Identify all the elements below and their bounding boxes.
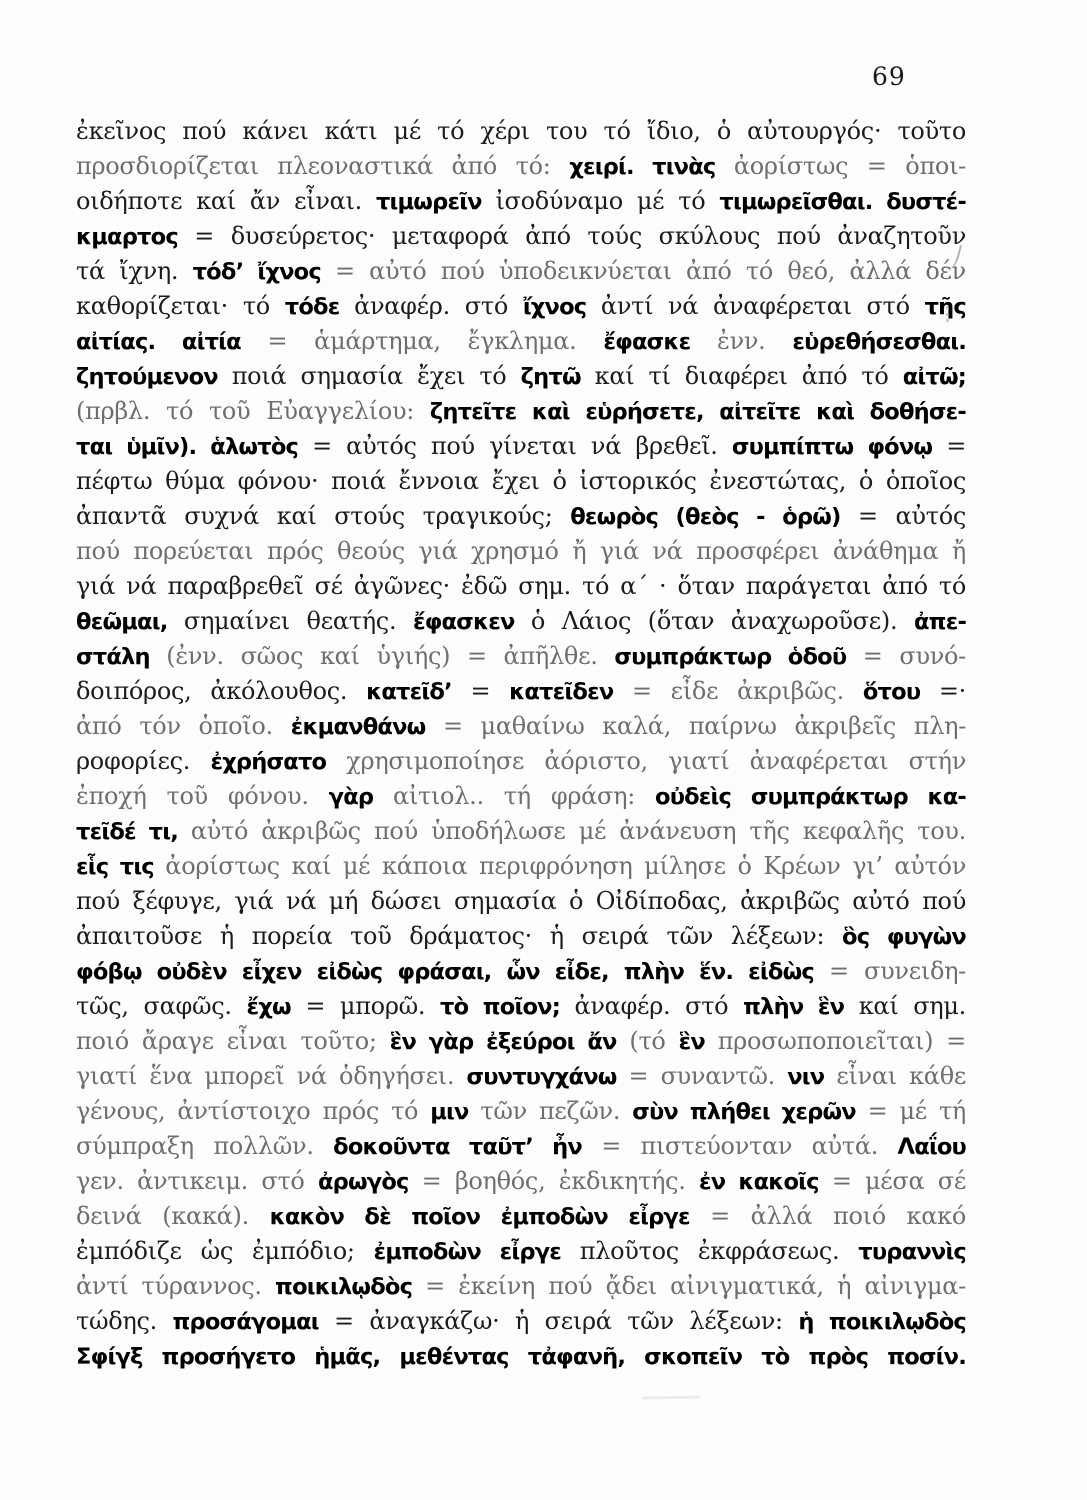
gloss-text: = ἀλλά ποιό κακό xyxy=(710,1202,966,1230)
text-line xyxy=(76,884,966,919)
lemma-term: ζητεῖτε καὶ εὑρήσετε, αἰτεῖτε καὶ δοθήσε- xyxy=(429,399,966,425)
gloss-text: χρησιμοποίησε ἀόριστο, γιατί ἀναφέρεται στήν xyxy=(346,747,966,775)
lemma-term: ζητούμενον xyxy=(76,364,232,390)
text-line xyxy=(76,1094,966,1129)
text-line xyxy=(76,744,966,779)
text-line xyxy=(76,219,966,254)
lemma-term: αἰτῶ; xyxy=(902,364,966,390)
gloss-text: = μέσα σέ xyxy=(831,1167,966,1195)
lemma-term: ζητῶ xyxy=(520,364,595,390)
gloss-text: (τό xyxy=(629,1027,679,1055)
gloss-text: πέφτω θύμα φόνου· ποιά ἔννοια ἔχει ὁ ἱστορικός ἐνεστώτας, ὁ ὁποῖος xyxy=(76,467,966,495)
text-line xyxy=(76,919,966,954)
text-line xyxy=(76,569,966,604)
lemma-term: κμαρτος xyxy=(76,224,195,250)
lemma-term: ἓν γὰρ ἐξεύροι ἄν xyxy=(389,1029,630,1055)
gloss-text: καθορίζεται· τό xyxy=(76,292,285,320)
text-line xyxy=(76,114,966,149)
gloss-text: = ἁμάρτημα, ἔγκλημα. xyxy=(267,327,604,355)
lemma-term: ἡ ποικιλῳδὸς xyxy=(798,1309,966,1335)
text-line xyxy=(76,954,966,989)
page-number: 69 xyxy=(872,62,906,91)
gloss-text: ροφορίες. xyxy=(76,747,211,775)
gloss-text: = μπορῶ. xyxy=(305,992,440,1020)
lemma-term: στάλη xyxy=(76,644,167,670)
text-line xyxy=(76,1059,966,1094)
lemma-term: ἔφασκε xyxy=(603,329,717,355)
gloss-text: προσωποποιεῖται) = xyxy=(717,1027,966,1055)
text-line xyxy=(76,709,966,744)
gloss-text: = δυσεύρετος· μεταφορά ἀπό τούς σκύλους πού ἀναζητοῦν xyxy=(194,222,966,250)
text-line xyxy=(76,1269,966,1304)
text-line xyxy=(76,604,966,639)
gloss-text: = αὐτός πού γίνεται νά βρεθεῖ. xyxy=(312,432,732,460)
gloss-text: = πιστεύονταν αὐτά. xyxy=(601,1132,898,1160)
lemma-term: ἐχρήσατο xyxy=(210,749,347,775)
lemma-term: κατεῖδ’ xyxy=(366,679,471,705)
text-line xyxy=(76,1234,966,1269)
gloss-text: =· xyxy=(938,677,966,705)
lemma-term: πλὴν ἓν xyxy=(743,994,859,1020)
gloss-text: προσδιορίζεται πλεοναστικά ἀπό τό: xyxy=(76,152,570,180)
lemma-term: αἰτίας. αἰτία xyxy=(76,329,268,355)
text-line xyxy=(76,324,966,359)
text-line xyxy=(76,639,966,674)
lemma-term: τῆς xyxy=(924,294,966,320)
gloss-text: ἀπαιτοῦσε ἡ πορεία τοῦ δράματος· ἡ σειρά τῶν λέξεων: xyxy=(76,922,843,950)
gloss-text: καί σημ. xyxy=(858,992,966,1020)
gloss-text: πού πορεύεται πρός θεούς γιά χρησμό ἤ γιά νά προσφέρει ἀνάθημα ἤ xyxy=(76,537,966,565)
gloss-text: = μαθαίνω καλά, παίρνω ἀκριβεῖς πλη- xyxy=(442,712,966,740)
lemma-term: οὐδεὶς συμπράκτωρ κα- xyxy=(655,784,966,810)
gloss-text: = εἶδε ἀκριβῶς. xyxy=(631,677,863,705)
gloss-text: ἐνν. xyxy=(717,327,793,355)
gloss-text: αἰτιολ.. τή φράση: xyxy=(392,782,655,810)
lemma-term: ἔφασκεν xyxy=(412,609,531,635)
gloss-text: = αὐτό πού ὑποδεικνύεται ἀπό τό θεό, ἀλλά δέν xyxy=(334,257,966,285)
gloss-text: δεινά (κακά). xyxy=(76,1202,270,1230)
gloss-text: ἀναφέρ. στό xyxy=(354,292,523,320)
gloss-text: ἀντί τύραννος. xyxy=(76,1272,276,1300)
lemma-term: τιμωρεῖν xyxy=(375,189,496,215)
lemma-term: ἴχνος xyxy=(522,294,601,320)
lemma-term: σὺν πλήθει χερῶν xyxy=(632,1099,868,1125)
lemma-term: θεῶμαι, xyxy=(76,609,184,635)
lemma-term: μιν xyxy=(430,1099,481,1125)
text-line xyxy=(76,464,966,499)
lemma-term: ἐν κακοῖς xyxy=(698,1169,832,1195)
gloss-text: ἐποχή τοῦ φόνου. xyxy=(76,782,329,810)
lemma-term: τὸ ποῖον; xyxy=(440,994,575,1020)
gloss-text: (πρβλ. τό τοῦ Εὐαγγελίου: xyxy=(76,397,430,425)
lemma-term: χειρί. τινὰς xyxy=(569,154,734,180)
text-line xyxy=(76,779,966,814)
text-line xyxy=(76,254,966,289)
lemma-term: κακὸν δὲ ποῖον ἐμποδὼν εἶργε xyxy=(269,1204,711,1230)
lemma-term: ἓν xyxy=(678,1029,718,1055)
gloss-text: = συνό- xyxy=(862,642,966,670)
gloss-text: τά ἴχνη. xyxy=(76,257,193,285)
text-line xyxy=(76,1304,966,1339)
scan-artifact xyxy=(642,1395,700,1399)
gloss-text: σύμπραξη πολλῶν. xyxy=(76,1132,334,1160)
gloss-text: ποιά σημασία ἔχει τό xyxy=(231,362,521,390)
lemma-term: ται ὑμῖν). ἁλωτὸς xyxy=(76,434,313,460)
lemma-term: τεῖδέ τι, xyxy=(76,819,191,845)
gloss-text: γιατί ἕνα μπορεῖ νά ὁδηγήσει. xyxy=(76,1062,467,1090)
gloss-text: γένους, ἀντίστοιχο πρός τό xyxy=(76,1097,431,1125)
gloss-text: σημαίνει θεατής. xyxy=(183,607,413,635)
gloss-text: πλοῦτος ἐκφράσεως. xyxy=(579,1237,859,1265)
gloss-text: = βοηθός, ἐκδικητής. xyxy=(421,1167,699,1195)
gloss-text: ἀπό τόν ὁποῖο. xyxy=(76,712,291,740)
lemma-term: ὅτου xyxy=(862,679,939,705)
gloss-text: ὁ Λάιος (ὅταν ἀναχωροῦσε). xyxy=(530,607,914,635)
gloss-text: = ἀναγκάζω· ἡ σειρά τῶν λέξεων: xyxy=(334,1307,799,1335)
gloss-text: ἀπαντᾶ συχνά καί στούς τραγικούς; xyxy=(76,502,571,530)
text-line xyxy=(76,289,966,324)
lemma-term: εἷς τις xyxy=(76,854,166,880)
text-line xyxy=(76,814,966,849)
lemma-term: ἔχω xyxy=(246,994,306,1020)
lemma-term: τόδ’ ἴχνος xyxy=(192,259,335,285)
gloss-text: γιά νά παραβρεθεῖ σέ ἀγῶνες· ἐδῶ σημ. τό α΄ · ὅταν παράγεται ἀπό τό xyxy=(76,572,966,600)
text-line xyxy=(76,1129,966,1164)
gloss-text: ἀορίστως καί μέ κάποια περιφρόνηση μίλησε ὁ Κρέων γι’ αὐτόν xyxy=(165,852,966,880)
lemma-term: ἀπε- xyxy=(913,609,966,635)
gloss-text: εἶναι κάθε xyxy=(836,1062,966,1090)
lemma-term: τυραννὶς xyxy=(858,1239,966,1265)
gloss-text: οιδήποτε καί ἄν εἶναι. xyxy=(76,187,376,215)
gloss-text: = συνειδη- xyxy=(828,957,966,985)
text-line xyxy=(76,849,966,884)
lemma-term: γὰρ xyxy=(328,784,393,810)
text-line xyxy=(76,359,966,394)
gloss-text: = xyxy=(470,677,510,705)
lemma-term: νιν xyxy=(787,1064,837,1090)
gloss-text: τῶν πεζῶν. xyxy=(480,1097,633,1125)
lemma-term: προσάγομαι xyxy=(172,1309,335,1335)
lemma-term: συμπράκτωρ ὁδοῦ xyxy=(614,644,863,670)
lemma-term: συμπίπτω φόνῳ xyxy=(731,434,947,460)
text-line xyxy=(76,184,966,219)
text-line xyxy=(76,149,966,184)
gloss-text: = συναντῶ. xyxy=(628,1062,788,1090)
text-line xyxy=(76,989,966,1024)
gloss-text: ἐμπόδιζε ὡς ἐμπόδιο; xyxy=(76,1237,374,1265)
text-line xyxy=(76,429,966,464)
lemma-term: ὃς φυγὼν xyxy=(842,924,966,950)
lemma-term: Σφίγξ προσήγετο ἡμᾶς, μεθέντας τἀφανῆ, σκοπεῖν τὸ πρὸς ποσίν. xyxy=(76,1344,966,1370)
text-line xyxy=(76,499,966,534)
gloss-text: ἀντί νά ἀναφέρεται στό xyxy=(600,292,925,320)
text-line xyxy=(76,1024,966,1059)
gloss-text: ποιό ἄραγε εἶναι τοῦτο; xyxy=(76,1027,390,1055)
lemma-term: ἀρωγὸς xyxy=(317,1169,422,1195)
lemma-term: ἐκμανθάνω xyxy=(290,714,443,740)
gloss-text: = αὐτός xyxy=(857,502,966,530)
gloss-text: = μέ τή xyxy=(867,1097,966,1125)
lemma-term: ποικιλῳδὸς xyxy=(275,1274,426,1300)
gloss-text: γεν. ἀντικειμ. στό xyxy=(76,1167,318,1195)
gloss-text: ἀορίστως = ὁποι- xyxy=(733,152,966,180)
text-block xyxy=(76,114,966,1374)
lemma-term: Λαΐου xyxy=(897,1134,966,1160)
gloss-text: ἐκεῖνος πού κάνει κάτι μέ τό χέρι του τό ἴδιο, ὁ αὐτουργός· τοῦτο xyxy=(76,117,966,145)
lemma-term: τιμωρεῖσθαι. δυστέ- xyxy=(719,189,966,215)
lemma-term: ἐμποδὼν εἶργε xyxy=(373,1239,580,1265)
lemma-term: φόβῳ οὐδὲν εἶχεν εἰδὼς φράσαι, ὧν εἶδε, πλὴν ἕν. εἰδὼς xyxy=(76,959,829,985)
lemma-term: θεωρὸς (θεὸς - ὁρῶ) xyxy=(570,504,858,530)
gloss-text: (ἐνν. σῶος καί ὑγιής) = ἀπῆλθε. xyxy=(166,642,615,670)
gloss-text: ἰσοδύναμο μέ τό xyxy=(495,187,720,215)
text-line xyxy=(76,534,966,569)
gloss-text: αὐτό ἀκριβῶς πού ὑποδήλωσε μέ ἀνάνευση τῆς κεφαλῆς του. xyxy=(190,817,966,845)
text-line xyxy=(76,1339,966,1374)
text-line xyxy=(76,1199,966,1234)
text-line xyxy=(76,394,966,429)
lemma-term: συντυγχάνω xyxy=(466,1064,629,1090)
gloss-text: δοιπόρος, ἀκόλουθος. xyxy=(76,677,367,705)
gloss-text: = xyxy=(946,432,966,460)
lemma-term: εὑρεθήσεσθαι. xyxy=(792,329,966,355)
text-line xyxy=(76,1164,966,1199)
lemma-term: τόδε xyxy=(284,294,355,320)
lemma-term: δοκοῦντα ταῦτ’ ἦν xyxy=(333,1134,602,1160)
lemma-term: κατεῖδεν xyxy=(509,679,632,705)
gloss-text: ἀναφέρ. στό xyxy=(574,992,744,1020)
gloss-text: = ἐκείνη πού ᾄδει αἰνιγματικά, ἡ αἰνιγμα- xyxy=(425,1272,966,1300)
text-line xyxy=(76,674,966,709)
gloss-text: πού ξέφυγε, γιά νά μή δώσει σημασία ὁ Οἰδίποδας, ἀκριβῶς αὐτό πού xyxy=(76,887,966,915)
gloss-text: καί τί διαφέρει ἀπό τό xyxy=(594,362,903,390)
gloss-text: τώδης. xyxy=(76,1307,173,1335)
gloss-text: τῶς, σαφῶς. xyxy=(76,992,247,1020)
